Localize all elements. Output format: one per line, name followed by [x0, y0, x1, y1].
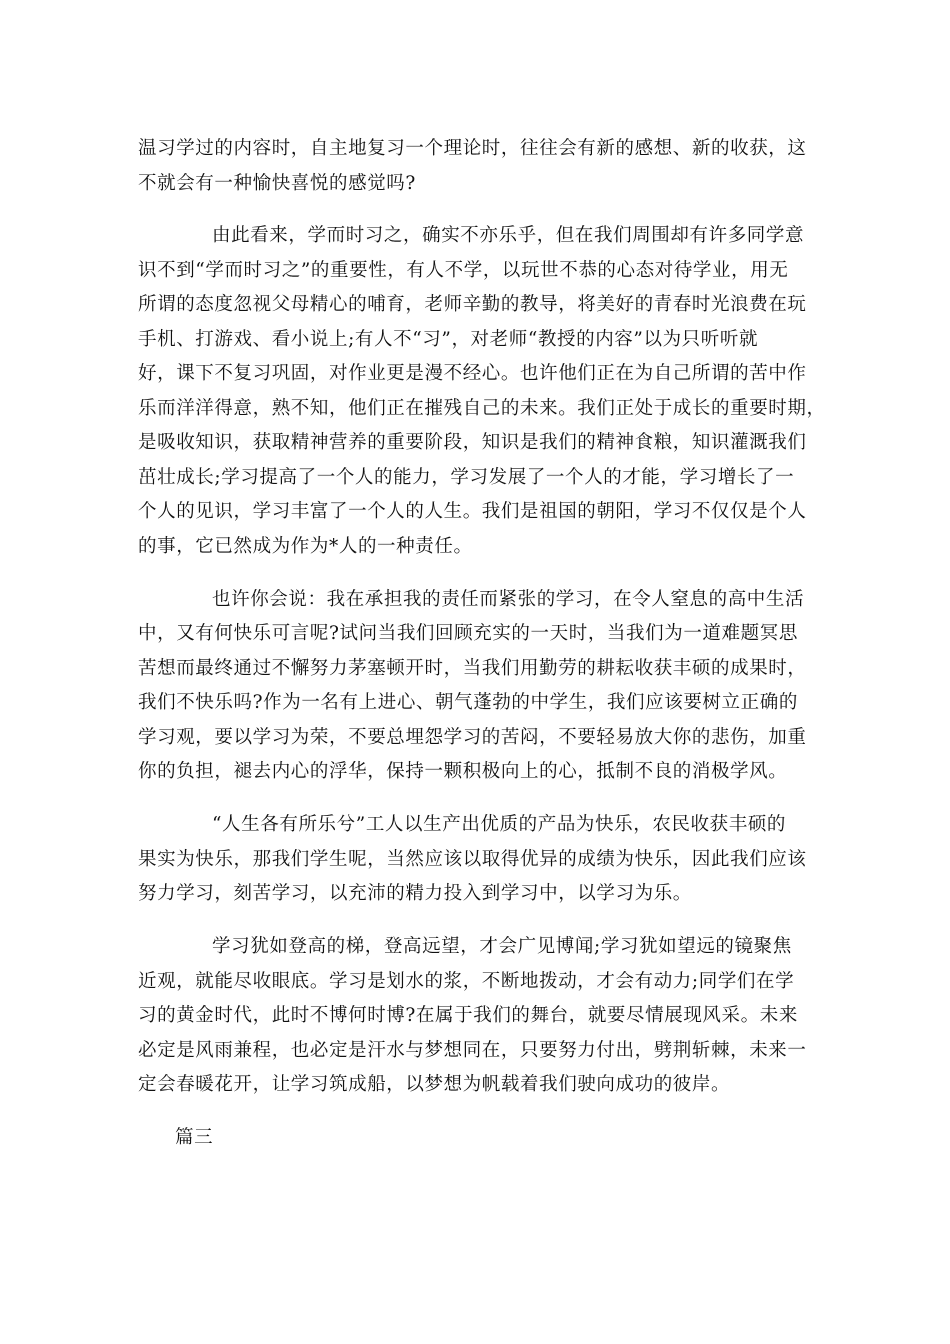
paragraph-2-line-2: 识不到“学而时习之”的重要性，有人不学，以玩世不恭的心态对待学业，用无 [138, 260, 789, 281]
paragraph-3-line-6: 你的负担，褪去内心的浮华，保持一颗积极向上的心，抵制不良的消极学风。 [138, 761, 788, 782]
paragraph-2-line-9: 个人的见识，学习丰富了一个人的人生。我们是祖国的朝阳，学习不仅仅是个人 [138, 501, 807, 522]
section-heading: 篇三 [175, 1127, 214, 1148]
paragraph-5-line-2: 近观，就能尽收眼底。学习是划水的浆，不断地拨动，才会有动力;同学们在学 [138, 971, 795, 992]
paragraph-5-line-3: 习的黄金时代，此时不博何时博?在属于我们的舞台，就要尽情展现风采。未来 [138, 1005, 798, 1026]
paragraph-3-line-5: 学习观，要以学习为荣，不要总埋怨学习的苦闷，不要轻易放大你的悲伤，加重 [138, 727, 807, 748]
paragraph-2-line-10: 的事，它已然成为作为*人的一种责任。 [138, 536, 473, 557]
paragraph-3-line-2: 中，又有何快乐可言呢?试问当我们回顾充实的一天时，当我们为一道难题冥思 [138, 623, 798, 644]
paragraph-5-line-1: 学习犹如登高的梯，登高远望，才会广见博闻;学习犹如望远的镜聚焦 [212, 936, 792, 957]
paragraph-3-line-4: 我们不快乐吗?作为一名有上进心、朝气蓬勃的中学生，我们应该要树立正确的 [138, 692, 798, 713]
paragraph-4-line-2: 果实为快乐，那我们学生呢，当然应该以取得优异的成绩为快乐，因此我们应该 [138, 849, 807, 870]
paragraph-2-line-6: 乐而洋洋得意，熟不知，他们正在摧残自己的未来。我们正处于成长的重要时期， [138, 398, 826, 419]
paragraph-2-line-7: 是吸收知识，获取精神营养的重要阶段，知识是我们的精神食粮，知识灌溉我们 [138, 432, 807, 453]
paragraph-2-line-8: 茁壮成长;学习提高了一个人的能力，学习发展了一个人的才能，学习增长了一 [138, 467, 795, 488]
paragraph-4-line-1: “人生各有所乐兮”工人以生产出优质的产品为快乐，农民收获丰硕的 [212, 814, 787, 835]
paragraph-3-line-3: 苦想而最终通过不懈努力茅塞顿开时，当我们用勤劳的耕耘收获丰硕的成果时， [138, 658, 807, 679]
paragraph-5-line-4: 必定是风雨兼程，也必定是汗水与梦想同在，只要努力付出，劈荆斩棘，未来一 [138, 1040, 807, 1061]
paragraph-2-line-3: 所谓的态度忽视父母精心的哺育，老师辛勤的教导，将美好的青春时光浪费在玩 [138, 294, 807, 315]
paragraph-1-line-2: 不就会有一种愉快喜悦的感觉吗? [138, 173, 416, 194]
paragraph-3-line-1: 也许你会说：我在承担我的责任而紧张的学习，在令人窒息的高中生活 [212, 589, 805, 610]
paragraph-2-line-5: 好，课下不复习巩固，对作业更是漫不经心。也许他们正在为自己所谓的苦中作 [138, 363, 807, 384]
paragraph-2-line-1: 由此看来，学而时习之，确实不亦乐乎，但在我们周围却有许多同学意 [212, 225, 805, 246]
paragraph-5-line-5: 定会春暖花开，让学习筑成船，以梦想为帆载着我们驶向成功的彼岸。 [138, 1074, 731, 1095]
paragraph-4-line-3: 努力学习，刻苦学习，以充沛的精力投入到学习中，以学习为乐。 [138, 883, 692, 904]
paragraph-2-line-4: 手机、打游戏、看小说上;有人不“习”，对老师“教授的内容”以为只听听就 [138, 329, 759, 350]
paragraph-1-line-1: 温习学过的内容时，自主地复习一个理论时，往往会有新的感想、新的收获，这 [138, 138, 807, 159]
